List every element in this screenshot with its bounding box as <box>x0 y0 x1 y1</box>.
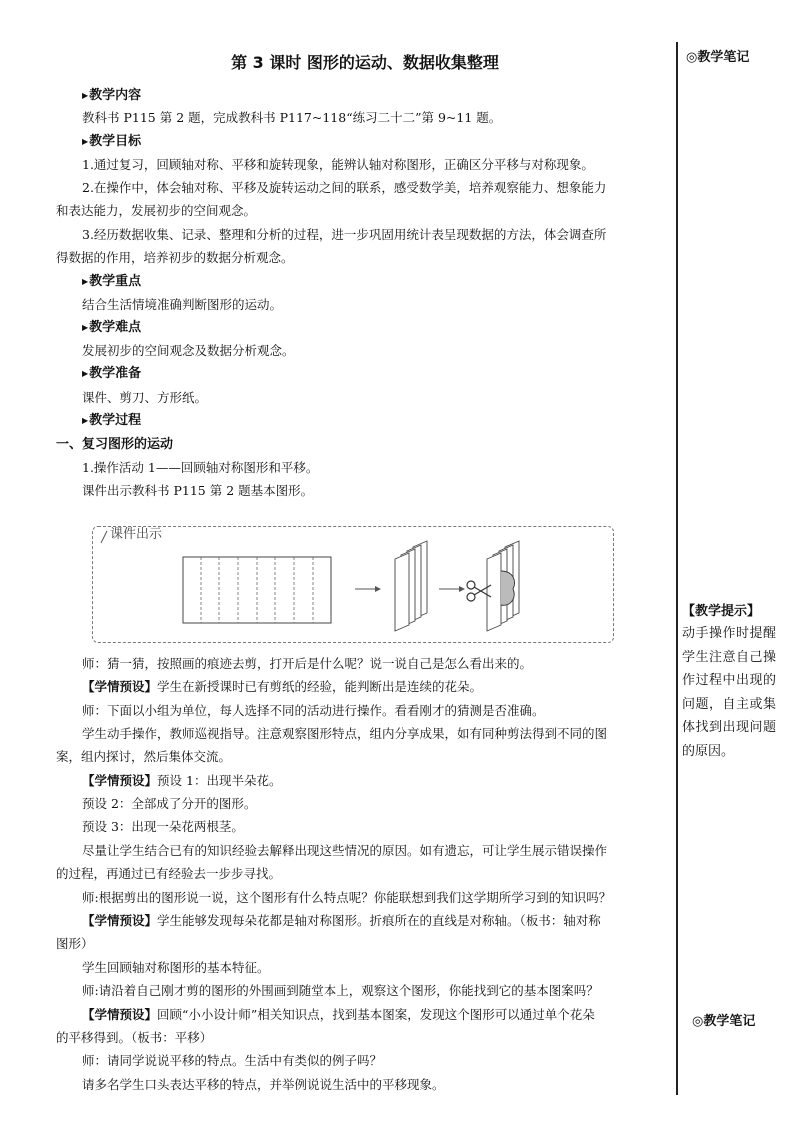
teaching-notes-heading-2: ◎教学笔记 <box>692 1014 756 1029</box>
section-goals: ▶教学目标 <box>82 134 142 149</box>
section-content: ▶教学内容 <box>82 88 142 103</box>
para-15: 请多名学生口头表达平移的特点，并举例说说生活中的平移现象。 <box>82 1077 445 1092</box>
goal-2b: 和表达能力，发展初步的空间观念。 <box>56 203 257 218</box>
para-1: 师：猜一猜，按照画的痕迹去剪，打开后是什么呢？说一说自己是怎么看出来的。 <box>82 656 533 671</box>
para-3: 师：下面以小组为单位，每人选择不同的活动进行操作。看看刚才的猜测是否准确。 <box>82 703 545 718</box>
para-13a: 【学情预设】回顾“小小设计师”相关知识点，找到基本图案，发现这个图形可以通过单个花朵 <box>82 1007 595 1022</box>
paper-cutting-illustration <box>93 527 613 642</box>
goal-3b: 得数据的作用，培养初步的数据分析观念。 <box>56 250 294 265</box>
courseware-figure <box>92 526 614 643</box>
triangle-bullet-icon: ▶ <box>82 369 89 378</box>
folded-paper-icon <box>395 541 427 631</box>
triangle-bullet-icon: ▶ <box>82 416 89 425</box>
teaching-tip-body: 动手操作时提醒学生注意自己操作过程中出现的问题，自主或集体找到出现问题的原因。 <box>682 626 776 759</box>
folded-paper-drawn-icon <box>487 541 519 631</box>
key-text: 结合生活情境准确判断图形的运动。 <box>82 297 283 312</box>
para-14: 师：请同学说说平移的特点。生活中有类似的例子吗？ <box>82 1053 383 1068</box>
para-4a: 学生动手操作，教师巡视指导。注意观察图形特点，组内分享成果，如有同种剪法得到不同的图 <box>82 726 608 741</box>
margin-divider <box>676 42 678 1095</box>
teaching-notes-heading-1: ◎教学笔记 <box>686 50 750 65</box>
para-4b: 案，组内探讨，然后集体交流。 <box>56 749 232 764</box>
section-difficulty: ▶教学难点 <box>82 320 142 335</box>
teaching-tip-title: 【教学提示】 <box>682 604 761 619</box>
section-key: ▶教学重点 <box>82 274 142 289</box>
para-5: 【学情预设】预设 1：出现半朵花。 <box>82 773 282 788</box>
para-11: 学生回顾轴对称图形的基本特征。 <box>82 960 270 975</box>
courseware-label: 课件出示 <box>110 527 163 542</box>
para-12: 师:请沿着自己刚才剪的图形的外围画到随堂本上，观察这个图形，你能找到它的基本图案吗？ <box>82 983 599 998</box>
prep-text: 课件、剪刀、方形纸。 <box>82 390 208 405</box>
activity-1-show: 课件出示教科书 P115 第 2 题基本图形。 <box>82 483 314 498</box>
goal-2a: 2.在操作中，体会轴对称、平移及旋转运动之间的联系，感受数学美，培养观察能力、想象能力 <box>82 180 607 195</box>
para-7: 预设 3：出现一朵花两根茎。 <box>82 819 244 834</box>
para-13b: 的平移得到。（板书：平移） <box>56 1030 213 1045</box>
activity-1: 1.操作活动 1——回顾轴对称图形和平移。 <box>82 460 319 475</box>
part1-heading: 一、复习图形的运动 <box>56 437 174 452</box>
para-2: 【学情预设】学生在新授课时已有剪纸的经验，能判断出是连续的花朵。 <box>82 679 483 694</box>
para-9: 师:根据剪出的图形说一说，这个图形有什么特点呢？你能联想到我们这学期所学习到的知识吗？ <box>82 890 612 905</box>
triangle-bullet-icon: ▶ <box>82 137 89 146</box>
para-8b: 的过程，再通过已有经验去一步步寻找。 <box>56 866 282 881</box>
para-10b: 图形） <box>56 936 94 951</box>
content-text: 教科书 P115 第 2 题，完成教科书 P117~118“练习二十二”第 9~11 题。 <box>82 110 502 125</box>
section-process: ▶教学过程 <box>82 413 142 428</box>
triangle-bullet-icon: ▶ <box>82 277 89 286</box>
section-prep: ▶教学准备 <box>82 366 142 381</box>
difficulty-text: 发展初步的空间观念及数据分析观念。 <box>82 343 295 358</box>
para-6: 预设 2：全部成了分开的图形。 <box>82 796 257 811</box>
goal-3a: 3.经历数据收集、记录、整理和分析的过程，进一步巩固用统计表呈现数据的方法，体会调查所 <box>82 227 607 242</box>
triangle-bullet-icon: ▶ <box>82 323 89 332</box>
goal-1: 1.通过复习，回顾轴对称、平移和旋转现象，能辨认轴对称图形，正确区分平移与对称现象。 <box>82 157 594 172</box>
para-8a: 尽量让学生结合已有的知识经验去解释出现这些情况的原因。如有遗忘，可让学生展示错误操作 <box>82 843 608 858</box>
page-title: 第 3 课时 图形的运动、数据收集整理 <box>231 53 499 72</box>
triangle-bullet-icon: ▶ <box>82 91 89 100</box>
para-10a: 【学情预设】学生能够发现每朵花都是轴对称图形。折痕所在的直线是对称轴。（板书：轴对称 <box>82 913 601 928</box>
